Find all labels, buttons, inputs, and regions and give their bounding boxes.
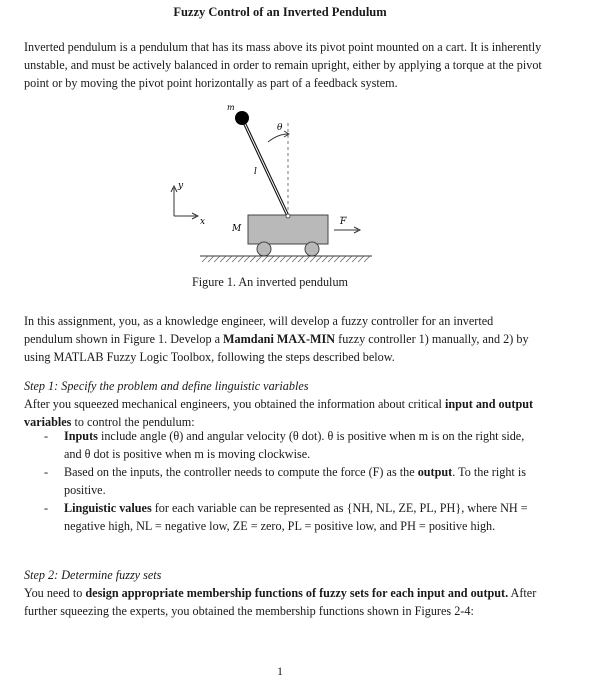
y-axis-label: y: [178, 181, 184, 191]
bullet-inputs: - Inputs include angle (θ) and angular velocity (θ dot). θ is positive when m is on the right side, and θ dot is positive when m is moving clockwise.: [44, 429, 525, 461]
step1-bullet-list: [24, 427, 544, 535]
force-label: F: [340, 217, 347, 227]
cart-mass-label: M: [232, 224, 242, 234]
theta-arc: [268, 134, 288, 142]
assignment-paragraph: In this assignment, you, as a knowledge engineer, will develop a fuzzy controller for an inverted pendulum shown in Figure 1. Develop a Mamdani MAX-MIN fuzzy controller 1) manually, and 2) by using MATLAB Fuzzy Logic Toolbox, following the steps described below.: [24, 314, 529, 364]
theta-label: θ: [277, 123, 283, 133]
pendulum-mass: [235, 111, 249, 125]
step1-intro: After you squeezed mechanical engineers, you obtained the information about critical input and output variables to control the pendulum:: [24, 397, 534, 429]
cart-wheel-left: [257, 242, 271, 256]
page-title: Fuzzy Control of an Inverted Pendulum: [173, 5, 387, 19]
page-number: 1: [277, 664, 283, 678]
pivot-point: [286, 214, 290, 218]
x-axis-label: x: [200, 217, 206, 227]
mass-label: m: [227, 104, 235, 112]
cart-body: [248, 215, 328, 244]
ground-hatching: [202, 256, 370, 262]
step2-paragraph: You need to design appropriate membership functions of fuzzy sets for each input and output. After further squeezing the experts, you obtained the membership functions shown in Figures 2-4:: [24, 586, 537, 618]
intro-paragraph: Inverted pendulum is a pendulum that has its mass above its pivot point mounted on a cart. It is inherently unstable, and must be actively balanced in order to remain upright, either by applying a torque at the pivot point or by moving the pivot point horizontally as part of a feedback system.: [24, 40, 542, 90]
step2-heading: Step 2: Determine fuzzy sets: [24, 568, 162, 582]
cart-wheel-right: [305, 242, 319, 256]
length-label: l: [254, 167, 257, 177]
controller-type: Mamdani MAX-MIN: [223, 332, 336, 346]
figure-caption: Figure 1. An inverted pendulum: [191, 275, 349, 289]
bullet-linguistic-values: - Linguistic values for each variable can be represented as {NH, NL, ZE, PL, PH}, where NH = negative high, NL = negative low, ZE = zero, PL = positive low, and PH = positive high.: [44, 501, 528, 533]
bullet-output: - Based on the inputs, the controller needs to compute the force (F) as the output. To the right is positive.: [44, 465, 526, 497]
inverted-pendulum-figure: [160, 104, 380, 274]
step1-heading: Step 1: Specify the problem and define linguistic variables: [24, 379, 309, 393]
